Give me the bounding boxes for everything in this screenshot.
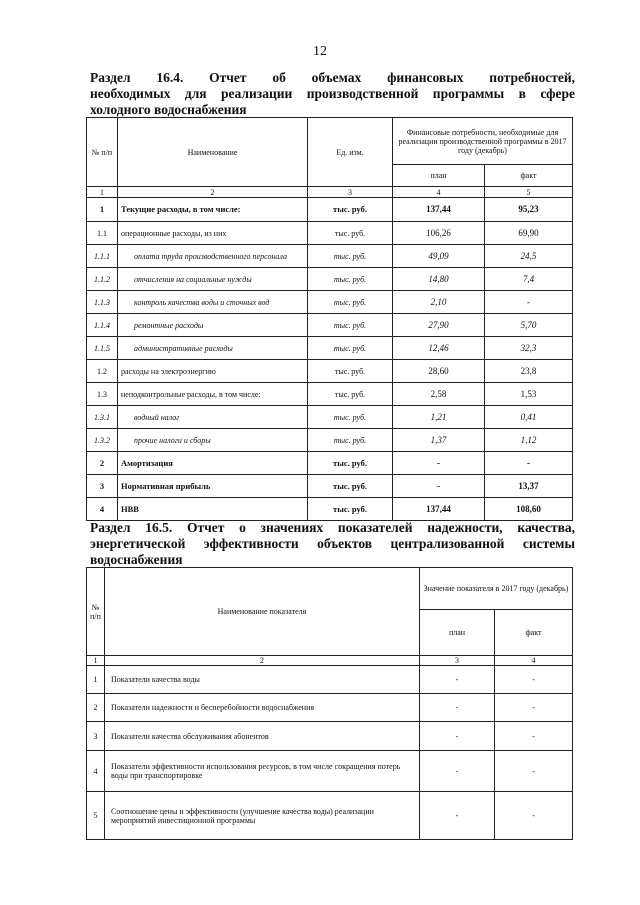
row-name: Показатели качества воды — [105, 666, 420, 694]
row-fact-value: 32,3 — [485, 337, 573, 360]
row-plan-value: - — [393, 452, 485, 475]
row-name: НВВ — [118, 498, 308, 521]
row-name: Текущие расходы, в том числе: — [118, 198, 308, 222]
row-number: 5 — [87, 792, 105, 840]
row-unit: тыс. руб. — [308, 291, 393, 314]
row-name: оплата труда производственного персонала — [118, 245, 308, 268]
row-plan-value: 2,10 — [393, 291, 485, 314]
heading-line: холодного водоснабжения — [90, 102, 247, 117]
col-number: 3 — [308, 187, 393, 198]
row-number: 1.1 — [87, 222, 118, 245]
section-16-4-heading — [90, 70, 575, 118]
table-row — [87, 268, 573, 291]
table-row — [87, 722, 573, 751]
row-fact-value: - — [495, 722, 573, 751]
row-name: Показатели эффективности использования ресурсов, в том числе сокращения потерь воды при транспортировке — [105, 751, 420, 792]
table-row — [87, 406, 573, 429]
col-number: 3 — [420, 656, 495, 666]
row-number: 1.1.2 — [87, 268, 118, 291]
table-row — [87, 198, 573, 222]
table-row — [87, 222, 573, 245]
row-name: водный налог — [118, 406, 308, 429]
table-row — [87, 452, 573, 475]
row-name: отчисления на социальные нужды — [118, 268, 308, 291]
col-number: 4 — [495, 656, 573, 666]
col-number: 1 — [87, 656, 105, 666]
row-plan-value: 2,58 — [393, 383, 485, 406]
row-number: 1.2 — [87, 360, 118, 383]
table-row — [87, 337, 573, 360]
row-name: неподконтрольные расходы, в том числе: — [118, 383, 308, 406]
table-row — [87, 666, 573, 694]
row-plan-value: 27,90 — [393, 314, 485, 337]
row-name: ремонтные расходы — [118, 314, 308, 337]
col-number: 1 — [87, 187, 118, 198]
section-16-5-heading — [90, 520, 575, 568]
row-plan-value: - — [420, 694, 495, 722]
row-unit: тыс. руб. — [308, 314, 393, 337]
row-number: 1.3 — [87, 383, 118, 406]
row-plan-value: 1,21 — [393, 406, 485, 429]
table-row — [87, 792, 573, 840]
table-row — [87, 498, 573, 521]
row-fact-value: - — [495, 792, 573, 840]
col-header-period: Значение показателя в 2017 году (декабрь) — [420, 568, 573, 610]
row-name: Амортизация — [118, 452, 308, 475]
col-number: 2 — [105, 656, 420, 666]
row-plan-value: 28,60 — [393, 360, 485, 383]
row-unit: тыс. руб. — [308, 337, 393, 360]
col-header-name: Наименование показателя — [105, 568, 420, 656]
row-fact-value: 13,37 — [485, 475, 573, 498]
row-plan-value: 106,26 — [393, 222, 485, 245]
row-name: административные расходы — [118, 337, 308, 360]
row-unit: тыс. руб. — [308, 498, 393, 521]
col-header-period: Финансовые потребности, необходимые для реализации производственной программы в 2017 году (декабрь) — [393, 118, 573, 165]
row-unit: тыс. руб. — [308, 475, 393, 498]
col-header-name: Наименование — [118, 118, 308, 187]
row-unit: тыс. руб. — [308, 429, 393, 452]
table-row — [87, 429, 573, 452]
row-fact-value: - — [495, 694, 573, 722]
row-plan-value: 1,37 — [393, 429, 485, 452]
row-fact-value: 23,8 — [485, 360, 573, 383]
row-number: 3 — [87, 722, 105, 751]
row-plan-value: - — [420, 666, 495, 694]
row-name: расходы на электроэнергию — [118, 360, 308, 383]
row-name: Показатели надежности и бесперебойности водоснабжения — [105, 694, 420, 722]
table-row — [87, 314, 573, 337]
row-plan-value: 49,09 — [393, 245, 485, 268]
row-fact-value: - — [495, 751, 573, 792]
row-number: 1.3.2 — [87, 429, 118, 452]
row-name: операционные расходы, из них — [118, 222, 308, 245]
row-fact-value: 95,23 — [485, 198, 573, 222]
row-number: 4 — [87, 751, 105, 792]
table-row — [87, 475, 573, 498]
col-number: 2 — [118, 187, 308, 198]
row-unit: тыс. руб. — [308, 360, 393, 383]
row-fact-value: 1,53 — [485, 383, 573, 406]
table-row — [87, 291, 573, 314]
row-number: 1.1.5 — [87, 337, 118, 360]
col-header-fact: факт — [495, 610, 573, 656]
heading-line: водоснабжения — [90, 552, 183, 567]
col-header-num: № п/п — [87, 118, 118, 187]
col-header-unit: Ед. изм. — [308, 118, 393, 187]
col-number: 4 — [393, 187, 485, 198]
col-header-plan: план — [393, 165, 485, 187]
row-plan-value: - — [420, 722, 495, 751]
page-number: 12 — [313, 44, 327, 59]
financial-needs-table — [86, 117, 573, 521]
table-row — [87, 383, 573, 406]
row-name: контроль качества воды и сточных вод — [118, 291, 308, 314]
row-plan-value: - — [420, 751, 495, 792]
row-number: 1 — [87, 198, 118, 222]
row-number: 2 — [87, 694, 105, 722]
row-plan-value: - — [393, 475, 485, 498]
row-number: 1 — [87, 666, 105, 694]
row-plan-value: 137,44 — [393, 498, 485, 521]
row-fact-value: 5,70 — [485, 314, 573, 337]
heading-line: необходимых для реализации производственной программы в сфере — [90, 86, 575, 101]
row-name: прочие налоги и сборы — [118, 429, 308, 452]
row-number: 1.1.3 — [87, 291, 118, 314]
row-plan-value: - — [420, 792, 495, 840]
row-number: 2 — [87, 452, 118, 475]
indicators-table — [86, 567, 573, 840]
heading-line: энергетической эффективности объектов централизованной системы — [90, 536, 575, 551]
row-unit: тыс. руб. — [308, 268, 393, 291]
row-plan-value: 14,80 — [393, 268, 485, 291]
col-header-plan: план — [420, 610, 495, 656]
row-unit: тыс. руб. — [308, 245, 393, 268]
row-fact-value: 108,60 — [485, 498, 573, 521]
col-header-num: № п/п — [87, 568, 105, 656]
table-row — [87, 245, 573, 268]
row-unit: тыс. руб. — [308, 198, 393, 222]
row-fact-value: - — [485, 291, 573, 314]
row-number: 1.1.1 — [87, 245, 118, 268]
table-row — [87, 694, 573, 722]
row-plan-value: 137,44 — [393, 198, 485, 222]
row-number: 1.1.4 — [87, 314, 118, 337]
row-name: Соотношение цены и эффективности (улучшение качества воды) реализации мероприятий инвестиционной программы — [105, 792, 420, 840]
table-row — [87, 360, 573, 383]
row-fact-value: 7,4 — [485, 268, 573, 291]
row-fact-value: 0,41 — [485, 406, 573, 429]
col-number: 5 — [485, 187, 573, 198]
row-fact-value: 24,5 — [485, 245, 573, 268]
row-number: 3 — [87, 475, 118, 498]
heading-line: Раздел 16.4. Отчет об объемах финансовых потребностей, — [90, 70, 575, 85]
row-unit: тыс. руб. — [308, 222, 393, 245]
row-unit: тыс. руб. — [308, 452, 393, 475]
row-unit: тыс. руб. — [308, 406, 393, 429]
row-unit: тыс. руб. — [308, 383, 393, 406]
row-plan-value: 12,46 — [393, 337, 485, 360]
heading-line: Раздел 16.5. Отчет о значениях показателей надежности, качества, — [90, 520, 575, 535]
row-fact-value: - — [495, 666, 573, 694]
row-number: 1.3.1 — [87, 406, 118, 429]
row-name: Нормативная прибыль — [118, 475, 308, 498]
row-fact-value: 69,90 — [485, 222, 573, 245]
col-header-fact: факт — [485, 165, 573, 187]
table-row — [87, 751, 573, 792]
row-number: 4 — [87, 498, 118, 521]
row-name: Показатели качества обслуживания абонентов — [105, 722, 420, 751]
row-fact-value: 1,12 — [485, 429, 573, 452]
row-fact-value: - — [485, 452, 573, 475]
